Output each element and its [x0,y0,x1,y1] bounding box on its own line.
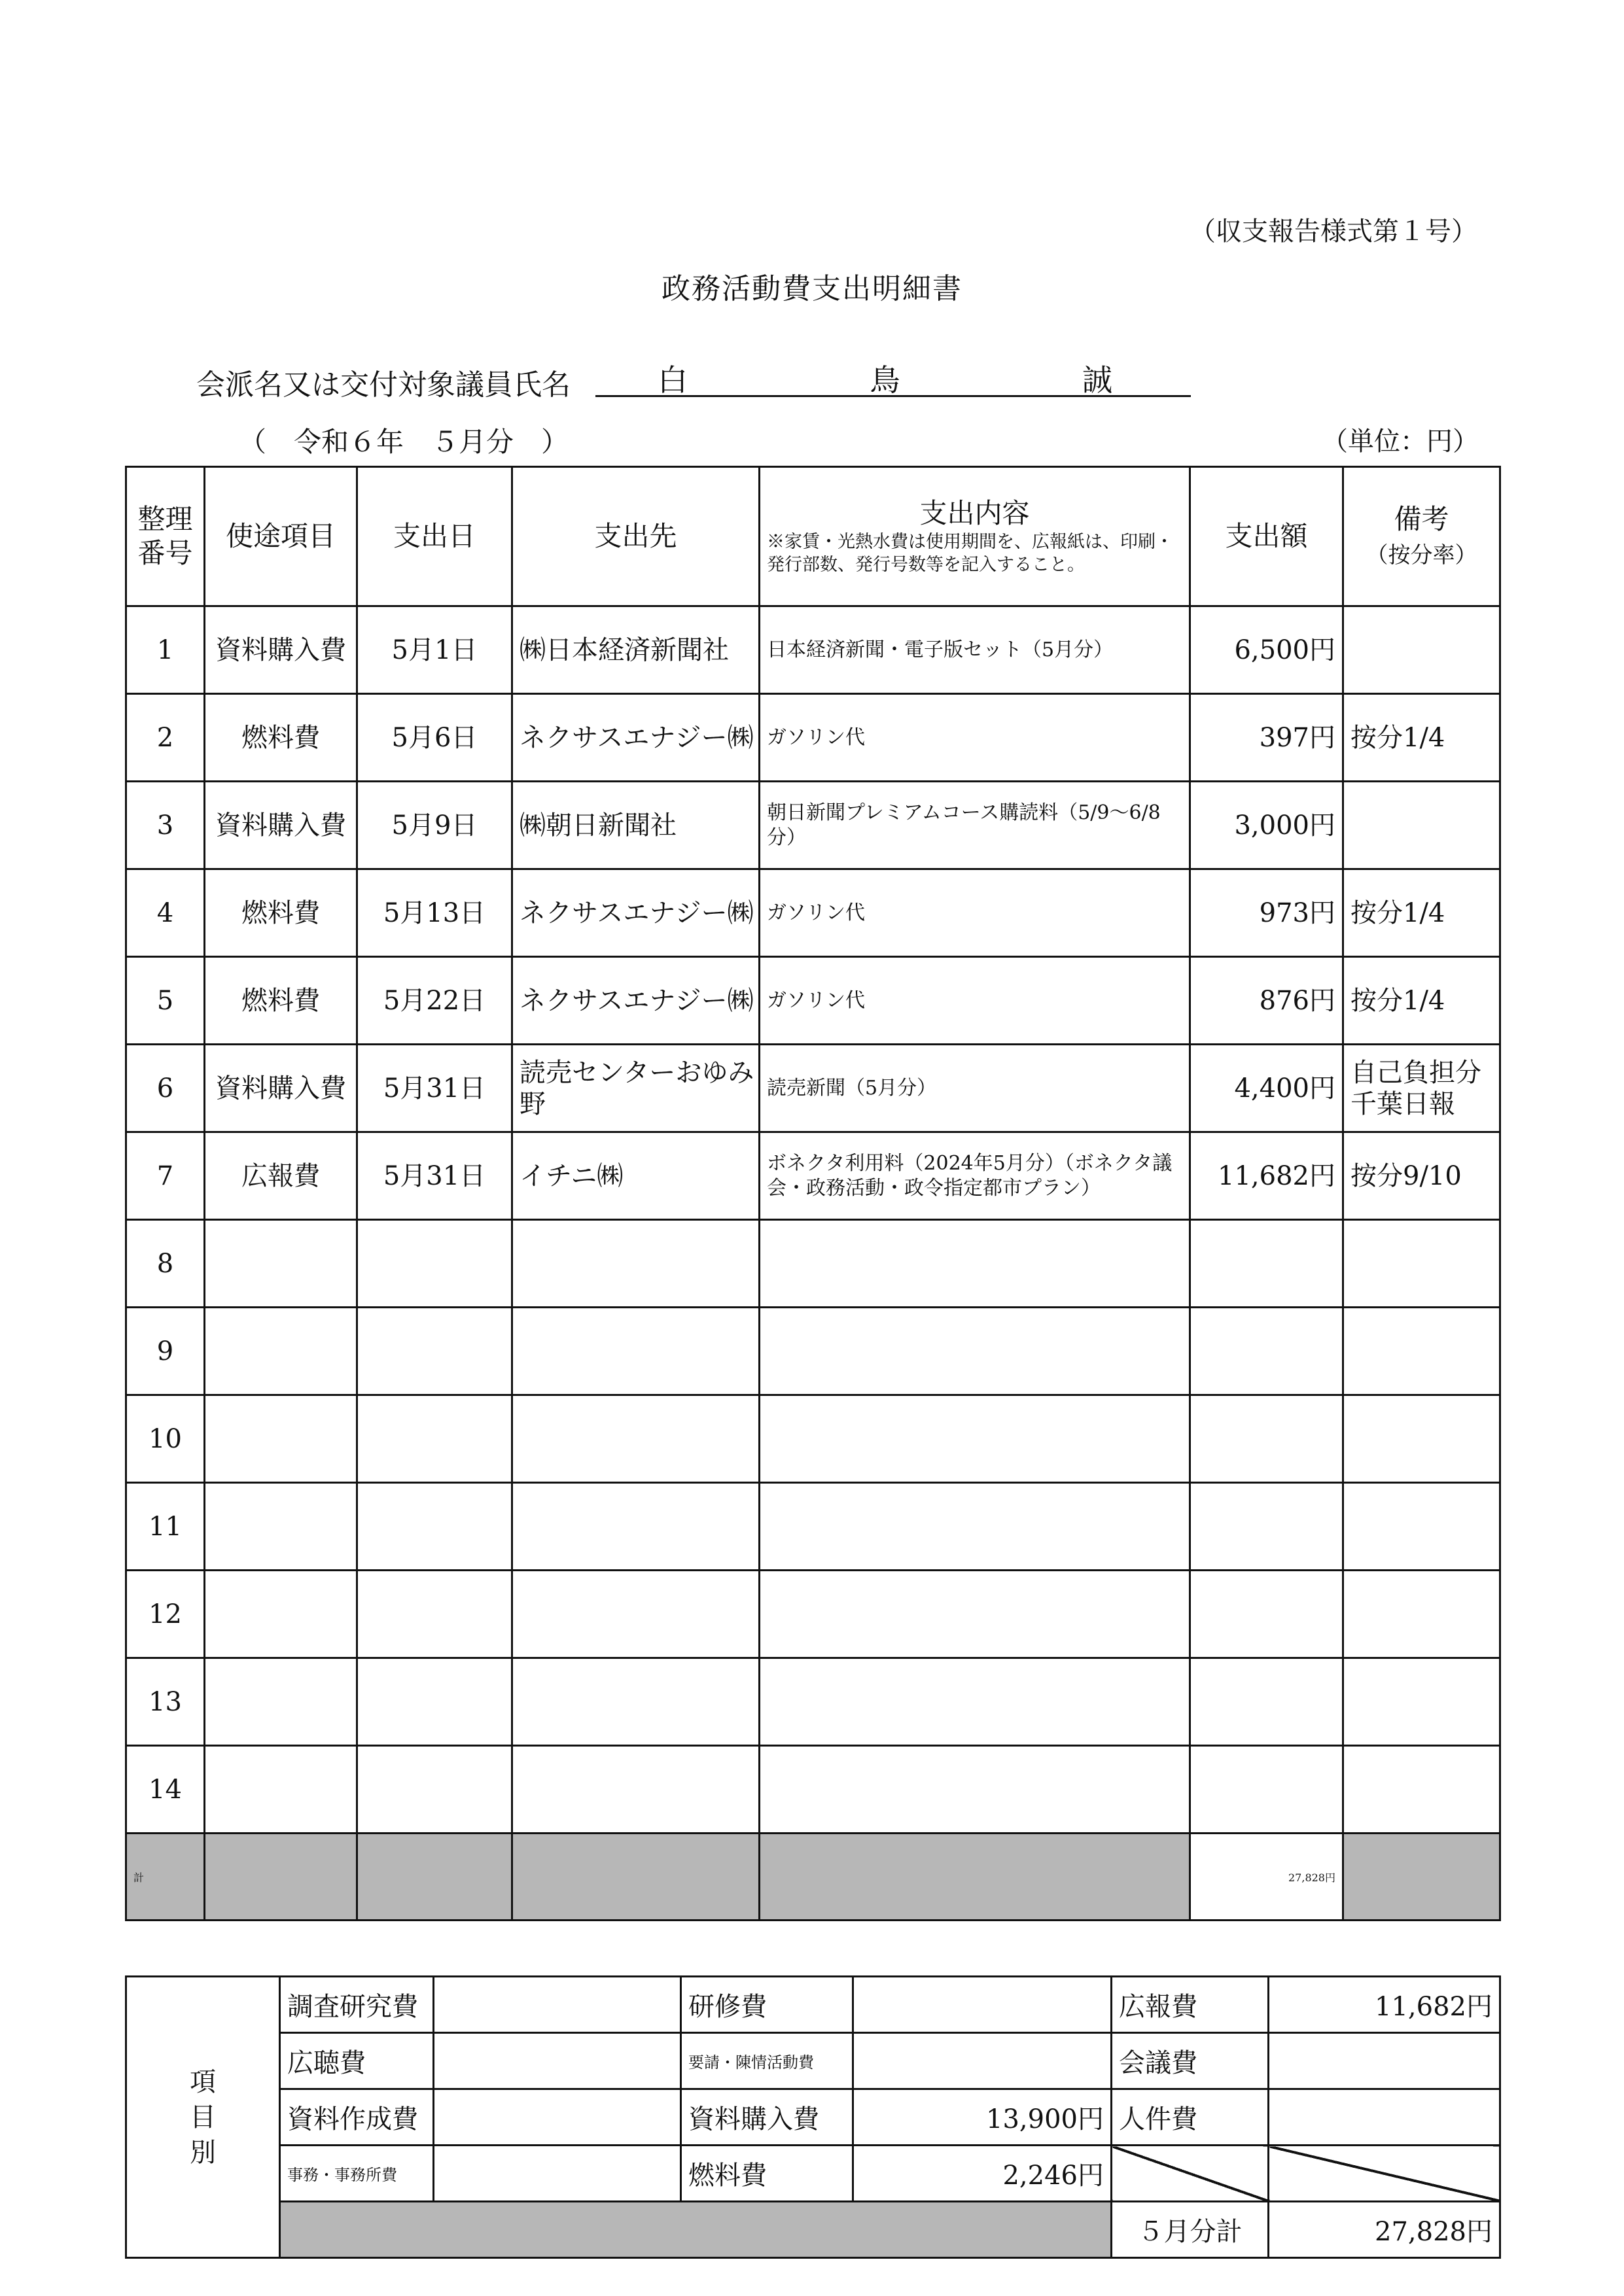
total-amount: 27,828円 [1190,1834,1343,1921]
row-content [760,1658,1190,1746]
row-category [205,1483,357,1571]
summary-row [126,1977,1500,2033]
row-remarks [1343,606,1500,694]
row-content [760,1571,1190,1658]
row-remarks: 按分1/4 [1343,957,1500,1045]
total-label: 計 [126,1834,205,1921]
row-payee [512,1746,760,1834]
row-date [357,1483,512,1571]
row-content: ボネクタ利用料（2024年5月分）（ボネクタ議会・政務活動・政令指定都市プラン） [760,1132,1190,1220]
row-content [760,1395,1190,1483]
row-amount [1190,1483,1343,1571]
row-no: 8 [126,1220,205,1308]
header-content-label: 支出内容 [919,496,1030,529]
summary-value [1269,2033,1500,2089]
header-row [126,467,1500,606]
row-category [205,1571,357,1658]
summary-label: 燃料費 [681,2146,853,2202]
row-amount: 973円 [1190,869,1343,957]
table-row [126,1395,1500,1483]
row-amount: 6,500円 [1190,606,1343,694]
row-amount [1190,1658,1343,1746]
header-remarks: 備考 （按分率） [1343,467,1500,606]
row-amount: 397円 [1190,694,1343,782]
name-char: 鳥 [870,362,900,398]
row-payee [512,1220,760,1308]
row-payee [512,1658,760,1746]
row-payee: ネクサスエナジー㈱ [512,957,760,1045]
table-row [126,1308,1500,1395]
summary-value: 2,246円 [853,2146,1112,2202]
name-char: 誠 [1082,362,1112,398]
table-row [126,1483,1500,1571]
header-payee: 支出先 [512,467,760,606]
summary-label: 事務・事務所費 [280,2146,434,2202]
row-remarks [1343,1483,1500,1571]
row-amount: 3,000円 [1190,782,1343,869]
row-date: 5月31日 [357,1132,512,1220]
row-amount [1190,1746,1343,1834]
summary-row [126,2146,1500,2202]
header-content [760,467,1190,606]
row-content: 日本経済新聞・電子版セット（5月分） [760,606,1190,694]
table-row [126,694,1500,782]
summary-label: 調査研究費 [280,1977,434,2033]
header-content-note: ※家賃・光熱水費は使用期間を、広報紙は、印刷・発行部数、発行号数等を記入すること。 [767,532,1173,576]
month-total-label: ５月分計 [1112,2202,1269,2258]
row-payee: イチニ㈱ [512,1132,760,1220]
row-content: ガソリン代 [760,694,1190,782]
summary-total-row [126,2202,1500,2258]
total-row [126,1834,1500,1921]
row-payee: ネクサスエナジー㈱ [512,869,760,957]
header-date: 支出日 [357,467,512,606]
row-remarks [1343,1395,1500,1483]
header-amount: 支出額 [1190,467,1343,606]
table-row [126,1746,1500,1834]
member-name [595,357,1191,397]
row-date [357,1220,512,1308]
row-amount [1190,1220,1343,1308]
summary-label: 広聴費 [280,2033,434,2089]
summary-label: 要請・陳情活動費 [681,2033,853,2089]
row-remarks [1343,1308,1500,1395]
summary-row [126,2033,1500,2089]
row-amount [1190,1308,1343,1395]
summary-value [434,2089,681,2146]
row-no: 9 [126,1308,205,1395]
row-category [205,1746,357,1834]
row-category: 燃料費 [205,869,357,957]
table-row [126,869,1500,957]
row-category: 広報費 [205,1132,357,1220]
summary-value [434,2146,681,2202]
row-no: 13 [126,1658,205,1746]
row-date: 5月9日 [357,782,512,869]
crossed-out-cell [1269,2146,1500,2202]
row-payee: ㈱朝日新聞社 [512,782,760,869]
name-char: 白 [658,362,688,398]
row-payee: 読売センターおゆみ野 [512,1045,760,1132]
row-remarks: 按分1/4 [1343,869,1500,957]
month-total-value: 27,828円 [1269,2202,1500,2258]
row-no: 11 [126,1483,205,1571]
row-no: 3 [126,782,205,869]
row-remarks: 自己負担分千葉日報 [1343,1045,1500,1132]
summary-value [853,1977,1112,2033]
row-date [357,1746,512,1834]
row-date [357,1308,512,1395]
row-date: 5月1日 [357,606,512,694]
row-amount: 4,400円 [1190,1045,1343,1132]
summary-side-label: 項 目 別 [126,1977,280,2258]
summary-value: 11,682円 [1269,1977,1500,2033]
header-category: 使途項目 [205,467,357,606]
table-row [126,1571,1500,1658]
row-payee [512,1395,760,1483]
row-amount [1190,1571,1343,1658]
row-no: 2 [126,694,205,782]
row-category [205,1220,357,1308]
row-no: 10 [126,1395,205,1483]
row-content: 読売新聞（5月分） [760,1045,1190,1132]
expense-table [125,466,1501,1921]
page-title: 政務活動費支出明細書 [662,272,962,305]
period: （ 令和６年 ５月分 ） [239,426,569,458]
row-no: 1 [126,606,205,694]
row-no: 14 [126,1746,205,1834]
summary-row [126,2089,1500,2146]
table-row [126,957,1500,1045]
row-amount [1190,1395,1343,1483]
summary-value [434,2033,681,2089]
row-remarks: 按分1/4 [1343,694,1500,782]
crossed-out-cell [1112,2146,1269,2202]
row-no: 4 [126,869,205,957]
summary-value [853,2033,1112,2089]
row-no: 12 [126,1571,205,1658]
row-content [760,1308,1190,1395]
summary-table [125,1975,1501,2259]
row-content: ガソリン代 [760,869,1190,957]
row-category: 燃料費 [205,957,357,1045]
row-content [760,1220,1190,1308]
row-date: 5月6日 [357,694,512,782]
summary-value [1269,2089,1500,2146]
row-category: 資料購入費 [205,606,357,694]
row-date: 5月31日 [357,1045,512,1132]
summary-label: 研修費 [681,1977,853,2033]
row-amount: 11,682円 [1190,1132,1343,1220]
row-payee [512,1483,760,1571]
row-content [760,1746,1190,1834]
table-row [126,1658,1500,1746]
summary-label: 広報費 [1112,1977,1269,2033]
table-row [126,1132,1500,1220]
row-category: 資料購入費 [205,1045,357,1132]
row-category [205,1395,357,1483]
row-date [357,1658,512,1746]
row-payee [512,1571,760,1658]
table-row [126,606,1500,694]
row-no: 6 [126,1045,205,1132]
row-remarks [1343,782,1500,869]
row-content: ガソリン代 [760,957,1190,1045]
row-category: 燃料費 [205,694,357,782]
summary-label: 会議費 [1112,2033,1269,2089]
name-label: 会派名又は交付対象議員氏名 [196,368,571,402]
row-category: 資料購入費 [205,782,357,869]
row-remarks [1343,1220,1500,1308]
row-date: 5月22日 [357,957,512,1045]
summary-label: 人件費 [1112,2089,1269,2146]
header-no: 整理 番号 [126,467,205,606]
summary-label: 資料購入費 [681,2089,853,2146]
row-payee: ネクサスエナジー㈱ [512,694,760,782]
summary-label: 資料作成費 [280,2089,434,2146]
table-row [126,1220,1500,1308]
row-remarks: 按分9/10 [1343,1132,1500,1220]
unit-label: （単位：円） [1322,426,1479,457]
row-remarks [1343,1658,1500,1746]
row-amount: 876円 [1190,957,1343,1045]
row-content: 朝日新聞プレミアムコース購読料（5/9～6/8分） [760,782,1190,869]
row-no: 7 [126,1132,205,1220]
table-row [126,1045,1500,1132]
table-row [126,782,1500,869]
summary-value: 13,900円 [853,2089,1112,2146]
row-payee [512,1308,760,1395]
row-date: 5月13日 [357,869,512,957]
row-remarks [1343,1746,1500,1834]
row-category [205,1658,357,1746]
row-date [357,1571,512,1658]
summary-value [434,1977,681,2033]
form-code: （収支報告様式第１号） [1190,217,1477,247]
row-no: 5 [126,957,205,1045]
row-remarks [1343,1571,1500,1658]
row-content [760,1483,1190,1571]
row-category [205,1308,357,1395]
row-payee: ㈱日本経済新聞社 [512,606,760,694]
row-date [357,1395,512,1483]
